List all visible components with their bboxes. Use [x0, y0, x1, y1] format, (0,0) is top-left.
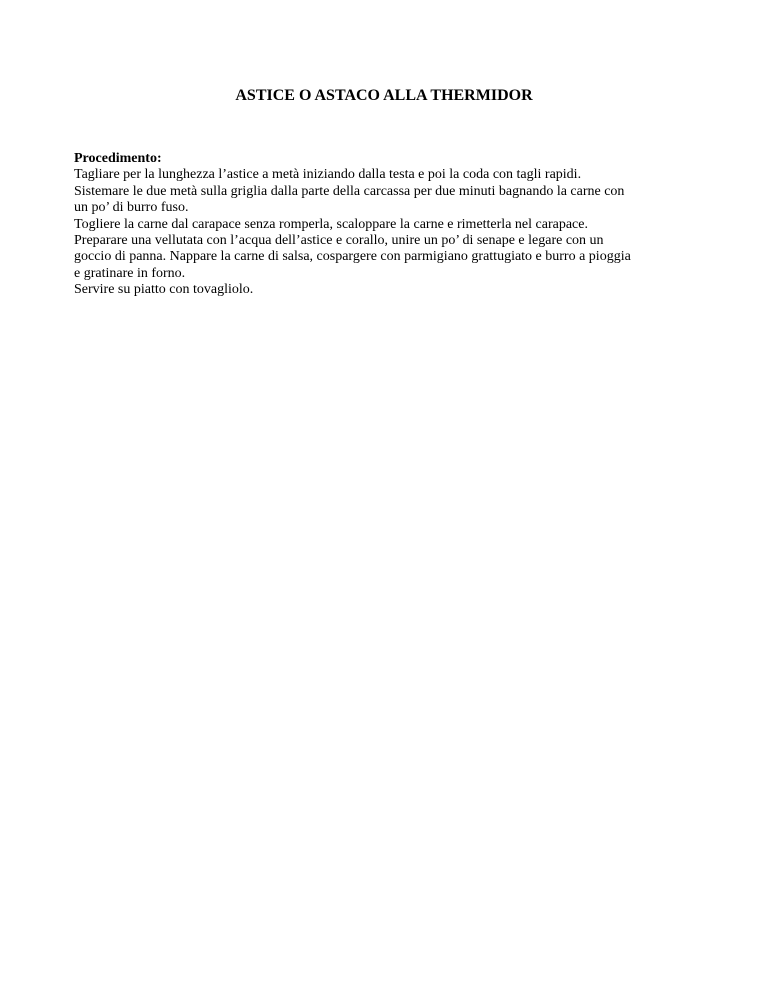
- document-title: ASTICE O ASTACO ALLA THERMIDOR: [235, 87, 533, 104]
- body-line: goccio di panna. Nappare la carne di salsa, cospargere con parmigiano grattugiato e burro a pioggia: [74, 249, 631, 265]
- body-line: e gratinare in forno.: [74, 265, 186, 281]
- body-line: Sistemare le due metà sulla griglia dalla parte della carcassa per due minuti bagnando la carne con: [74, 183, 625, 199]
- section-label-procedimento: Procedimento:: [74, 151, 162, 166]
- body-line: un po’ di burro fuso.: [74, 200, 189, 216]
- body-line: Preparare una vellutata con l’acqua dell’astice e corallo, unire un po’ di senape e legare con un: [74, 233, 604, 249]
- recipe-body: [74, 151, 714, 299]
- body-line: Togliere la carne dal carapace senza romperla, scaloppare la carne e rimetterla nel carapace.: [74, 216, 588, 232]
- body-line: Tagliare per la lunghezza l’astice a metà iniziando dalla testa e poi la coda con tagli rapidi.: [74, 167, 582, 183]
- body-line: Servire su piatto con tovagliolo.: [74, 282, 254, 298]
